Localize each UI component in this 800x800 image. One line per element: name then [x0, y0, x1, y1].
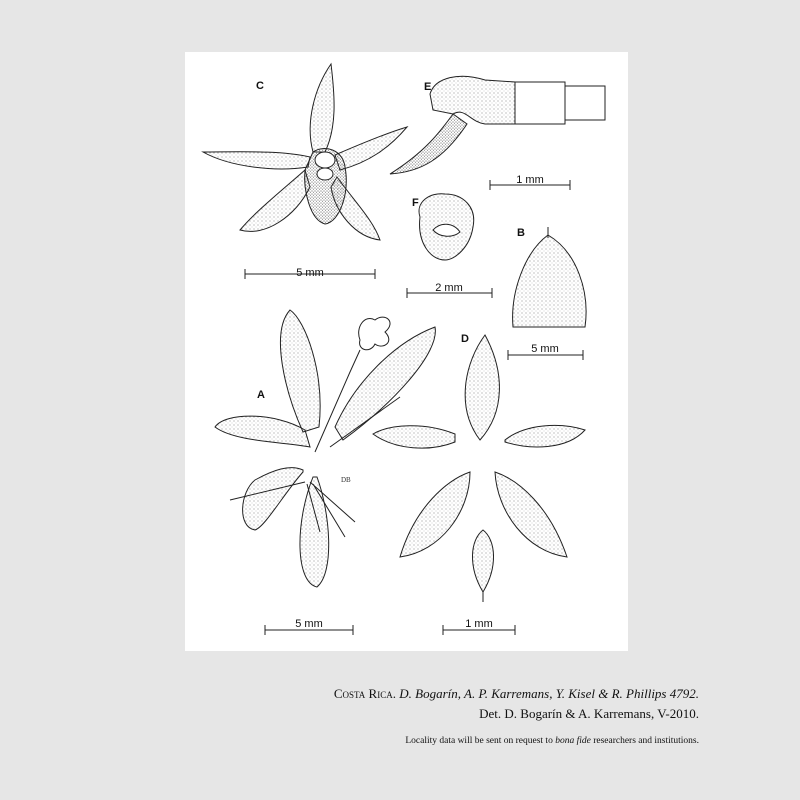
- caption-country: Costa Rica.: [333, 686, 396, 701]
- scale-label-b: 5 mm: [531, 343, 559, 355]
- bract-view: [513, 227, 586, 327]
- plant-habit: [215, 310, 435, 587]
- scale-label-f: 2 mm: [435, 282, 463, 294]
- illustration-plate: [185, 52, 628, 651]
- scale-label-a: 5 mm: [295, 618, 323, 630]
- artist-monogram: DB: [341, 476, 351, 484]
- scale-label-c: 5 mm: [296, 267, 324, 279]
- panel-label-f: F: [412, 197, 419, 209]
- caption-locality-note: [405, 736, 699, 746]
- note-italic: bona fide: [555, 736, 591, 746]
- panel-label-c: C: [256, 80, 264, 92]
- note-prefix: Locality data will be sent on request to: [405, 736, 553, 746]
- scale-label-e: 1 mm: [516, 174, 544, 186]
- anther-view: [419, 194, 474, 260]
- caption-determination: Det. D. Bogarín & A. Karremans, V-2010.: [479, 706, 699, 721]
- caption-collection: [334, 686, 699, 702]
- panel-label-a: A: [257, 389, 265, 401]
- column-side-view: [390, 76, 605, 174]
- panel-label-e: E: [424, 81, 432, 93]
- scale-label-d: 1 mm: [465, 618, 493, 630]
- caption-collectors: D. Bogarín, A. P. Karremans, Y. Kisel & R. Phillips 4792.: [399, 686, 699, 701]
- panel-label-b: B: [517, 227, 525, 239]
- flower-front-view: [203, 64, 407, 240]
- panel-label-d: D: [461, 333, 469, 345]
- note-suffix: researchers and institutions.: [593, 736, 699, 746]
